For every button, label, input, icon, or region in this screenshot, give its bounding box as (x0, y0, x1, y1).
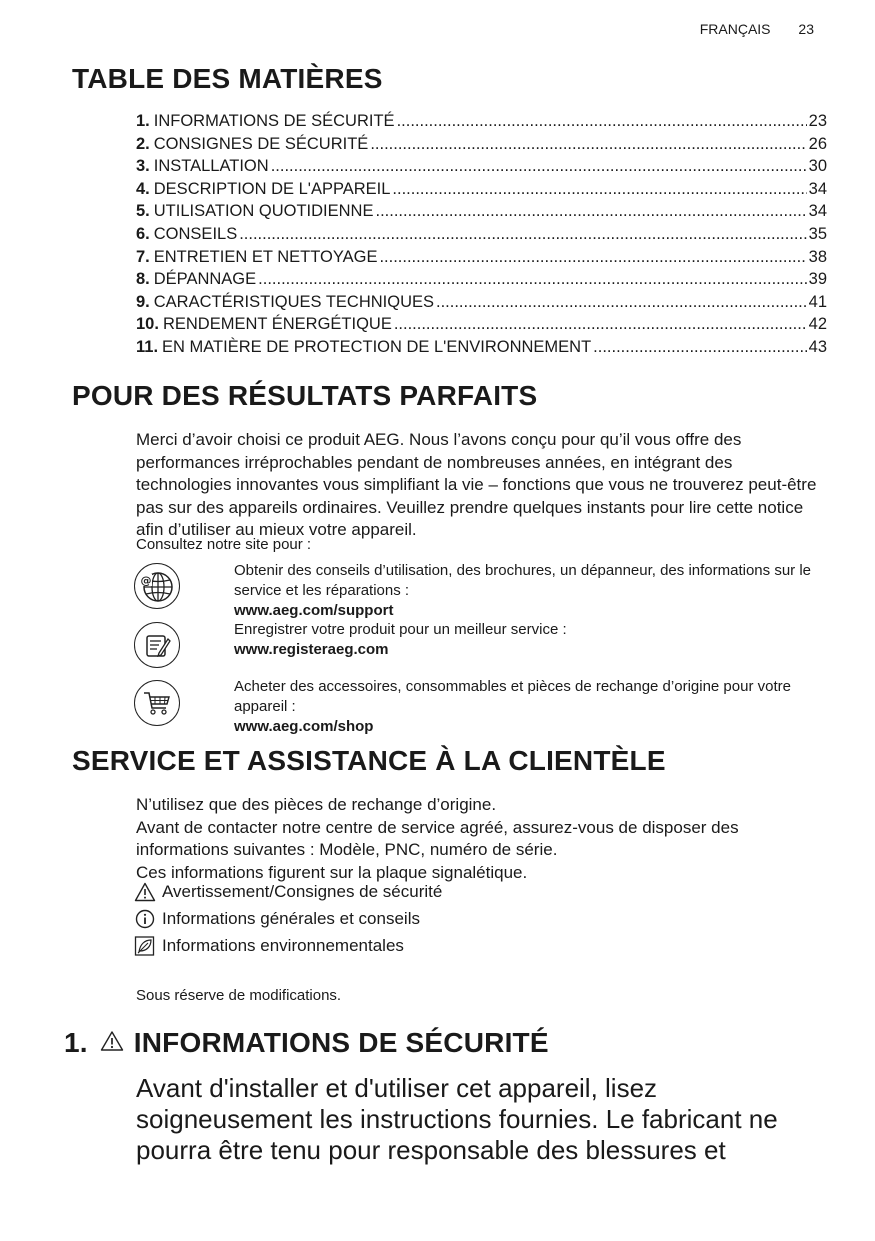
toc-leader-dots (394, 313, 807, 336)
service-title: SERVICE ET ASSISTANCE À LA CLIENTÈLE (72, 745, 666, 776)
toc-entry-page: 42 (808, 315, 827, 334)
support-link-item (234, 561, 824, 621)
header-page-number: 23 (798, 21, 814, 37)
safety-intro-text: Avant d'installer et d'utiliser cet appareil, lisez soigneusement les instructions fournies. Le fabricant ne pourra être tenu pour responsable des blessures et (136, 1073, 778, 1165)
toc-entry-number: 7. (136, 247, 150, 266)
toc-entry-label: INSTALLATION (153, 157, 269, 176)
toc-entry-number: 1. (136, 112, 150, 130)
warning-triangle-icon (134, 882, 156, 902)
toc-leader-dots (392, 178, 806, 201)
shopping-cart-icon (134, 680, 180, 726)
toc-entry-number: 2. (136, 134, 150, 153)
safety-title: INFORMATIONS DE SÉCURITÉ (133, 1027, 549, 1058)
results-consult-text: Consultez notre site pour : (136, 536, 312, 553)
results-intro-text: Merci d’avoir choisi ce produit AEG. Nous l’avons conçu pour qu’il vous offre des performances irréprochables pendant de nombreuses années, en intégrant des technologies innovantes vous simplifiant la vie – fonctions que vous ne trouverez peut-être pas sur des appareils ordinaires. Veuillez prendre quelques instants pour lire cette notice afin d’utiliser au mieux votre appareil. (136, 430, 817, 540)
toc-entry[interactable] (136, 246, 827, 269)
toc-entry[interactable] (136, 155, 827, 178)
toc-entry-number: 11. (136, 337, 159, 356)
running-header (700, 21, 814, 37)
toc-leader-dots (397, 110, 807, 133)
toc-entry-number: 10. (136, 315, 159, 334)
toc-entry-label: DÉPANNAGE (153, 270, 257, 289)
results-title: POUR DES RÉSULTATS PARFAITS (72, 380, 538, 411)
toc-leader-dots (379, 246, 806, 269)
header-language: FRANÇAIS (699, 21, 771, 37)
shop-link-item (234, 677, 824, 737)
legend-warning (134, 882, 442, 902)
toc-entry-label: CONSIGNES DE SÉCURITÉ (153, 134, 369, 153)
toc-entry-number: 4. (136, 179, 150, 198)
toc-leader-dots (375, 200, 806, 223)
support-description: Obtenir des conseils d’utilisation, des brochures, un dépanneur, des informations sur le service et les réparations : (234, 562, 811, 599)
toc-entry-page: 43 (808, 337, 827, 356)
info-icon (134, 909, 156, 929)
toc-entry-label: UTILISATION QUOTIDIENNE (153, 202, 374, 221)
safety-heading (64, 1027, 549, 1059)
table-of-contents (136, 110, 827, 359)
toc-leader-dots (593, 336, 806, 359)
toc-entry[interactable] (136, 336, 827, 359)
legend-info (134, 909, 420, 929)
toc-leader-dots (239, 223, 806, 246)
register-product-icon (134, 622, 180, 668)
toc-leader-dots (436, 291, 807, 314)
toc-entry-page: 34 (808, 179, 827, 198)
toc-entry-page: 30 (808, 157, 827, 176)
toc-entry-label: CARACTÉRISTIQUES TECHNIQUES (153, 292, 434, 311)
svg-text:@: @ (140, 574, 152, 587)
toc-entry-label: ENTRETIEN ET NETTOYAGE (153, 247, 378, 266)
warning-triangle-icon (100, 1027, 124, 1059)
toc-entry[interactable] (136, 110, 827, 133)
toc-entry-page: 34 (808, 202, 827, 221)
register-link-item (234, 620, 824, 660)
toc-entry[interactable] (136, 178, 827, 201)
service-line-1: N’utilisez que des pièces de rechange d’origine. (136, 795, 497, 814)
legend-warning-label: Avertissement/Consignes de sécurité (162, 882, 443, 901)
toc-entry[interactable] (136, 313, 827, 336)
toc-leader-dots (271, 155, 807, 178)
toc-entry-label: INFORMATIONS DE SÉCURITÉ (153, 112, 395, 130)
toc-leader-dots (370, 133, 806, 156)
toc-entry-label: RENDEMENT ÉNERGÉTIQUE (162, 315, 392, 334)
service-line-2: Avant de contacter notre centre de service agréé, assurez-vous de disposer des informations suivantes : Modèle, PNC, numéro de série. (136, 817, 739, 860)
toc-entry-label: DESCRIPTION DE L'APPAREIL (153, 179, 391, 198)
toc-entry[interactable] (136, 223, 827, 246)
toc-entry[interactable] (136, 268, 827, 291)
service-line-3: Ces informations figurent sur la plaque signalétique. (136, 862, 528, 882)
toc-entry-page: 41 (808, 292, 827, 311)
toc-entry[interactable] (136, 200, 827, 223)
leaf-icon (134, 936, 156, 956)
toc-entry[interactable] (136, 291, 827, 314)
toc-entry-label: CONSEILS (153, 224, 238, 243)
toc-title: TABLE DES MATIÈRES (72, 63, 383, 94)
legend-info-label: Informations générales et conseils (162, 909, 420, 928)
globe-icon (134, 563, 180, 609)
toc-entry-number: 3. (136, 157, 150, 176)
toc-entry-number: 5. (136, 202, 150, 221)
support-url-link[interactable]: www.aeg.com/support (234, 602, 394, 619)
shop-description: Acheter des accessoires, consommables et pièces de rechange d’origine pour votre appareil : (234, 678, 791, 715)
service-text (136, 794, 826, 884)
shop-url-link[interactable]: www.aeg.com/shop (234, 718, 374, 735)
toc-entry-page: 23 (808, 112, 827, 130)
toc-entry-page: 26 (808, 134, 827, 153)
toc-entry-page: 35 (808, 224, 827, 243)
toc-entry-number: 8. (136, 270, 150, 289)
toc-entry-number: 6. (136, 224, 150, 243)
register-description: Enregistrer votre produit pour un meilleur service : (234, 621, 567, 638)
toc-leader-dots (258, 268, 806, 291)
toc-entry[interactable] (136, 133, 827, 156)
toc-entry-page: 38 (808, 247, 827, 266)
toc-entry-label: EN MATIÈRE DE PROTECTION DE L'ENVIRONNEMENT (162, 337, 592, 356)
safety-section-number: 1. (64, 1027, 88, 1058)
modifications-note: Sous réserve de modifications. (136, 987, 342, 1004)
toc-entry-page: 39 (808, 270, 827, 289)
toc-entry-number: 9. (136, 292, 150, 311)
legend-environment-label: Informations environnementales (162, 936, 404, 955)
legend-environment (134, 936, 404, 956)
register-url-link[interactable]: www.registeraeg.com (234, 641, 389, 658)
